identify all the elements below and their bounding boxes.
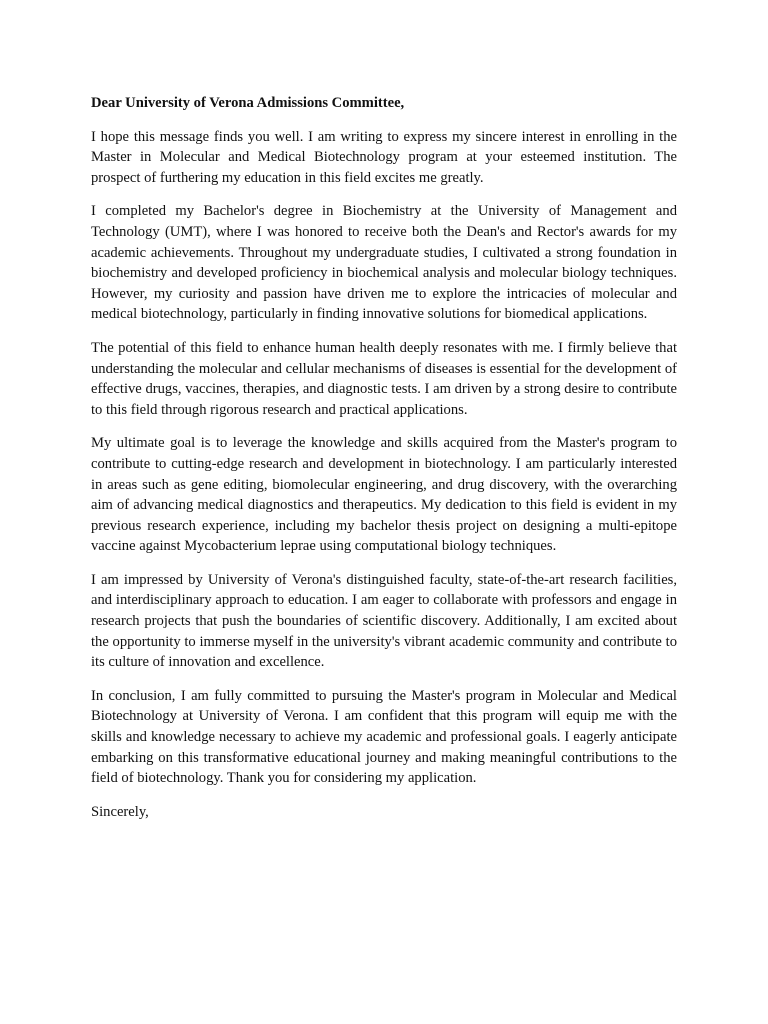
paragraph-goals: My ultimate goal is to leverage the knowledge and skills acquired from the Master's program to contribute to cutting-edge research and development in biotechnology. I am particularly interested in areas such as gene editing, biomolecular engineering, and drug discovery, with the overarching aim of advancing medical diagnostics and therapeutics. My dedication to this field is evident in my previous research experience, including my bachelor thesis project on designing a multi-epitope vaccine against Mycobacterium leprae using computational biology techniques. <box>91 435 677 555</box>
salutation: Dear University of Verona Admissions Committee, <box>91 95 405 111</box>
paragraph-conclusion: In conclusion, I am fully committed to pursuing the Master's program in Molecular and Medical Biotechnology at University of Verona. I am confident that this program will equip me with the skills and knowledge necessary to achieve my academic and professional goals. I eagerly anticipate embarking on this transformative educational journey and making meaningful contributions to the field of biotechnology. Thank you for considering my application. <box>91 687 677 787</box>
paragraph-education: I completed my Bachelor's degree in Biochemistry at the University of Management and Technology (UMT), where I was honored to receive both the Dean's and Rector's awards for my academic achievements. Throughout my undergraduate studies, I cultivated a strong foundation in biochemistry and developed proficiency in biochemical analysis and molecular biology techniques. However, my curiosity and passion have driven me to explore the intricacies of molecular and medical biotechnology, particularly in finding innovative solutions for biomedical applications. <box>91 203 677 323</box>
paragraph-intro: I hope this message finds you well. I am writing to express my sincere interest in enrolling in the Master in Molecular and Medical Biotechnology program at your esteemed institution. The prospect of furthering my education in this field excites me greatly. <box>91 128 677 186</box>
paragraph-university: I am impressed by University of Verona's distinguished faculty, state-of-the-art research facilities, and interdisciplinary approach to education. I am eager to collaborate with professors and engage in research projects that push the boundaries of scientific discovery. Additionally, I am excited about the opportunity to immerse myself in the university's vibrant academic community and contribute to its culture of innovation and excellence. <box>91 571 677 671</box>
paragraph-motivation: The potential of this field to enhance human health deeply resonates with me. I firmly believe that understanding the molecular and cellular mechanisms of diseases is essential for the development of effective drugs, vaccines, therapies, and diagnostic tests. I am driven by a strong desire to contribute to this field through rigorous research and practical applications. <box>91 339 677 418</box>
closing: Sincerely, <box>91 803 149 820</box>
letter-body <box>91 93 677 822</box>
